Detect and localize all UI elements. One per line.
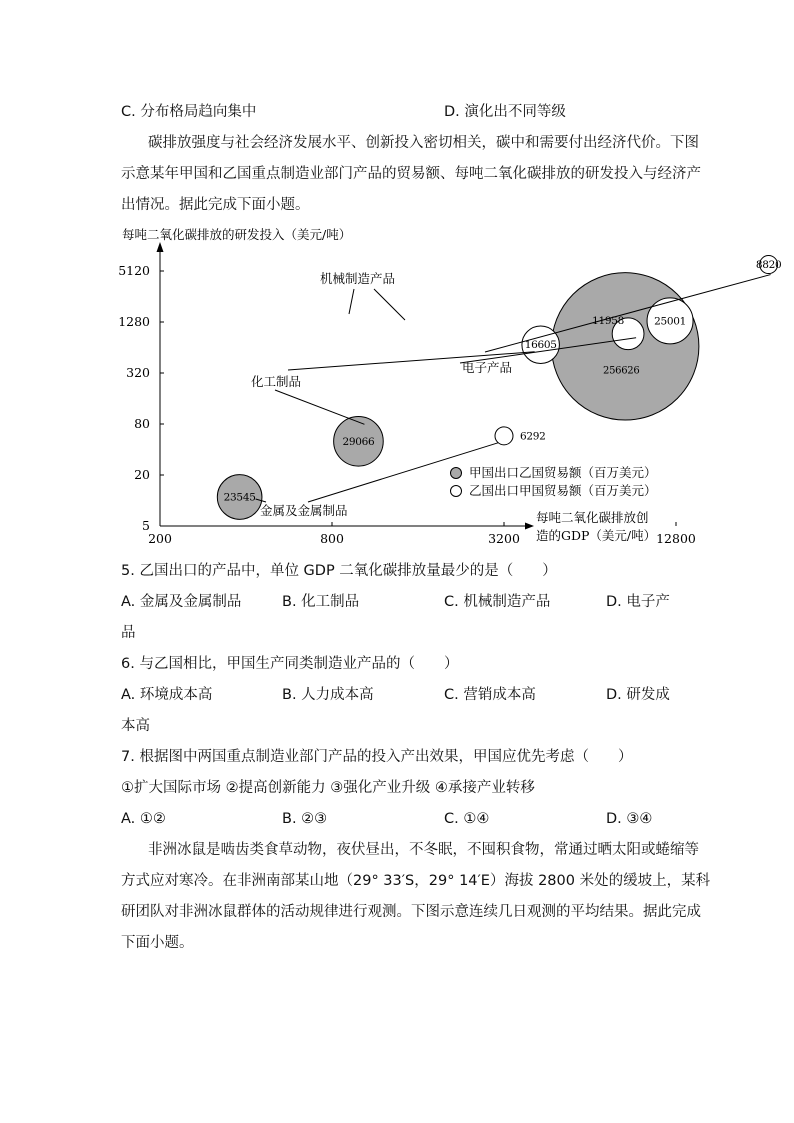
q5-option-d[interactable]: D. 电子产 (606, 594, 670, 610)
x-axis-title-line1: 每吨二氧化碳排放创 (536, 510, 649, 525)
q6-option-d-cont: 本高 (121, 718, 150, 734)
passage2-line1: 非洲冰鼠是啮齿类食草动物，夜伏昼出，不冬眠，不囤积食物，常通过晒太阳或蜷缩等 (148, 842, 699, 858)
q5-stem: 5. 乙国出口的产品中，单位 GDP 二氧化碳排放量最少的是（ ） (121, 563, 557, 579)
x-tick-label: 3200 (488, 531, 520, 546)
x-tick-label: 800 (320, 531, 344, 546)
y-tick-label: 5 (142, 518, 150, 533)
passage2-line4: 下面小题。 (121, 935, 194, 951)
q7-option-b[interactable]: B. ②③ (282, 811, 328, 827)
bubble-value-label: 256626 (603, 365, 640, 377)
bubble-chart (0, 222, 794, 552)
y-tick-label: 320 (126, 365, 150, 380)
bubble-value-label: 29066 (342, 435, 375, 448)
legend-label: 甲国出口乙国贸易额（百万美元） (469, 465, 657, 480)
passage2-line3: 研团队对非洲冰鼠群体的活动规律进行观测。下图示意连续几日观测的平均结果。据此完成 (121, 904, 701, 920)
passage1-line1: 碳排放强度与社会经济发展水平、创新投入密切相关，碳中和需要付出经济代价。下图 (148, 135, 699, 151)
q6-stem: 6. 与乙国相比，甲国生产同类制造业产品的（ ） (121, 656, 459, 672)
option-c-prev: C. 分布格局趋向集中 (121, 104, 257, 120)
q7-option-d[interactable]: D. ③④ (606, 811, 653, 827)
leader-line (275, 390, 364, 424)
bubble-value-label: 11958 (592, 314, 625, 327)
q5-option-d-cont: 品 (121, 625, 136, 641)
y-tick-label: 5120 (118, 263, 150, 278)
q5-option-b[interactable]: B. 化工制品 (282, 594, 360, 610)
q5-option-a[interactable]: A. 金属及金属制品 (121, 594, 242, 610)
q6-option-a[interactable]: A. 环境成本高 (121, 687, 213, 703)
x-tick-label: 12800 (656, 531, 696, 546)
q6-option-b[interactable]: B. 人力成本高 (282, 687, 374, 703)
bubble (495, 427, 513, 445)
bubble-value-label: 25001 (654, 315, 686, 328)
bubble-value-label: 16605 (524, 339, 557, 352)
y-tick-label: 1280 (118, 314, 150, 329)
x-tick-label: 200 (148, 531, 172, 546)
y-axis-arrow (157, 242, 164, 252)
y-tick-label: 20 (134, 467, 150, 482)
annotation-chemical: 化工制品 (251, 374, 302, 389)
legend-swatch (451, 468, 462, 479)
q5-option-c[interactable]: C. 机械制造产品 (444, 594, 551, 610)
q7-stem: 7. 根据图中两国重点制造业部门产品的投入产出效果，甲国应优先考虑（ ） (121, 749, 633, 765)
passage2-line2: 方式应对寒冷。在非洲南部某山地（29° 33′S，29° 14′E）海拔 2800 米处的缓坡上，某科 (121, 873, 711, 889)
legend-swatch (451, 486, 462, 497)
legend-label: 乙国出口甲国贸易额（百万美元） (469, 483, 657, 498)
x-axis-arrow (525, 523, 534, 530)
passage1-line2: 示意某年甲国和乙国重点制造业部门产品的贸易额、每吨二氧化碳排放的研发投入与经济产 (121, 166, 701, 182)
bubble-value-label: 6292 (520, 430, 546, 443)
q6-option-d[interactable]: D. 研发成 (606, 687, 670, 703)
q7-option-a[interactable]: A. ①② (121, 811, 166, 827)
x-axis-title-line2: 造的GDP（美元/吨） (536, 528, 657, 543)
passage1-line3: 出情况。据此完成下面小题。 (121, 197, 310, 213)
leader-line (349, 289, 354, 314)
q7-items: ①扩大国际市场 ②提高创新能力 ③强化产业升级 ④承接产业转移 (121, 780, 535, 796)
annotation-metal: 金属及金属制品 (260, 503, 348, 518)
bubble-value-label: 23545 (223, 491, 256, 504)
y-axis-title: 每吨二氧化碳排放的研发投入（美元/吨） (122, 227, 352, 242)
q6-option-c[interactable]: C. 营销成本高 (444, 687, 536, 703)
leader-line (374, 289, 405, 320)
y-tick-label: 80 (134, 416, 150, 431)
bubble-value-label: 8820 (755, 259, 782, 272)
option-d-prev: D. 演化出不同等级 (444, 104, 566, 120)
annotation-machinery: 机械制造产品 (320, 271, 396, 286)
annotation-electronic: 电子产品 (462, 360, 513, 375)
q7-option-c[interactable]: C. ①④ (444, 811, 490, 827)
